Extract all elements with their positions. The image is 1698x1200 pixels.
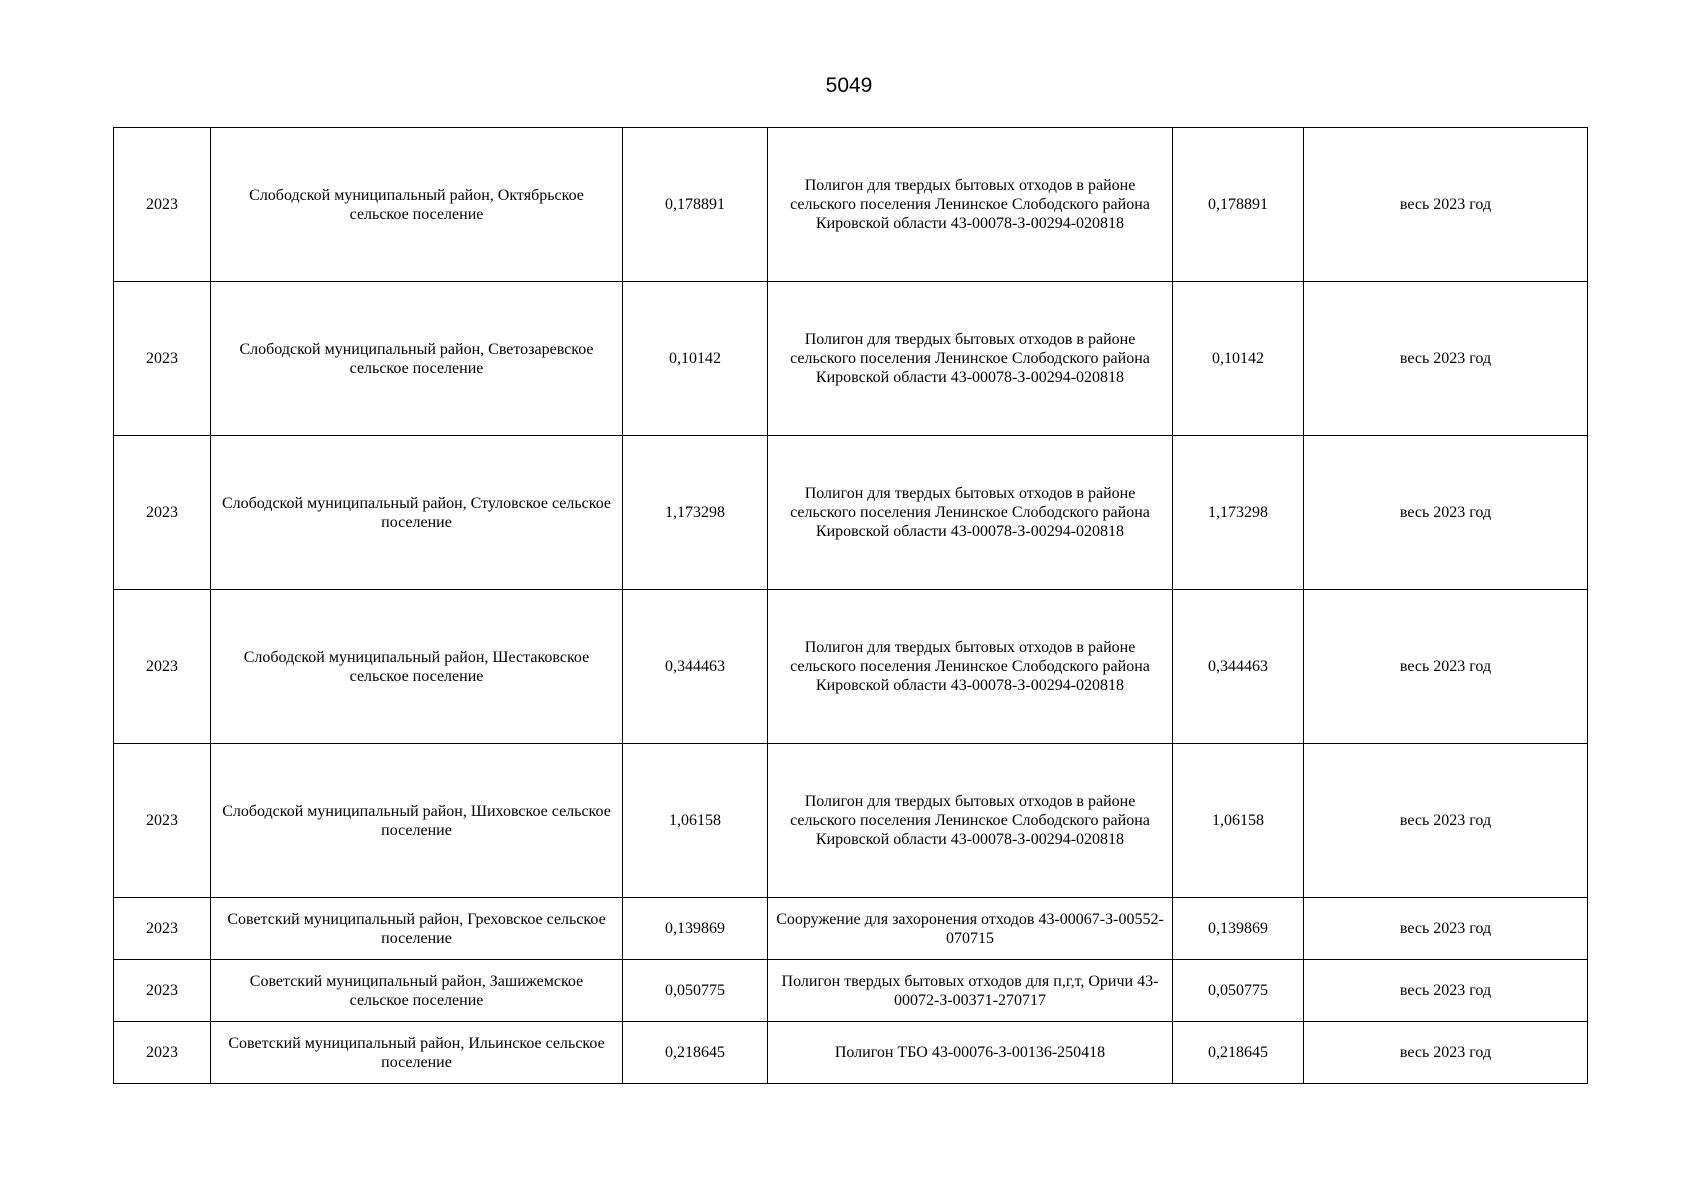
- year-cell: 2023: [114, 898, 211, 960]
- volume-cell: 0,139869: [623, 898, 768, 960]
- volume-cell: 0,178891: [623, 128, 768, 282]
- table-row: [114, 960, 1588, 1022]
- location-cell: Советский муниципальный район, Ильинское сельское поселение: [211, 1022, 623, 1084]
- table-row: [114, 744, 1588, 898]
- volume-cell: 0,050775: [623, 960, 768, 1022]
- period-cell: весь 2023 год: [1304, 744, 1588, 898]
- table-row: [114, 282, 1588, 436]
- year-cell: 2023: [114, 436, 211, 590]
- volume-cell: 0,344463: [623, 590, 768, 744]
- table-row: [114, 128, 1588, 282]
- volume-cell: 1,173298: [623, 436, 768, 590]
- facility-cell: Полигон для твердых бытовых отходов в районе сельского поселения Ленинское Слободского района Кировской области 43-00078-З-00294-020818: [768, 128, 1173, 282]
- volume-cell: 0,10142: [623, 282, 768, 436]
- facility-volume-cell: 0,344463: [1173, 590, 1304, 744]
- volume-cell: 1,06158: [623, 744, 768, 898]
- period-cell: весь 2023 год: [1304, 1022, 1588, 1084]
- period-cell: весь 2023 год: [1304, 282, 1588, 436]
- facility-volume-cell: 0,218645: [1173, 1022, 1304, 1084]
- period-cell: весь 2023 год: [1304, 128, 1588, 282]
- location-cell: Слободской муниципальный район, Шестаковское сельское поселение: [211, 590, 623, 744]
- facility-volume-cell: 1,173298: [1173, 436, 1304, 590]
- facility-cell: Полигон твердых бытовых отходов для п,г,т, Оричи 43-00072-З-00371-270717: [768, 960, 1173, 1022]
- table-row: [114, 898, 1588, 960]
- year-cell: 2023: [114, 1022, 211, 1084]
- year-cell: 2023: [114, 282, 211, 436]
- table-row: [114, 590, 1588, 744]
- facility-cell: Полигон для твердых бытовых отходов в районе сельского поселения Ленинское Слободского района Кировской области 43-00078-З-00294-020818: [768, 282, 1173, 436]
- period-cell: весь 2023 год: [1304, 960, 1588, 1022]
- location-cell: Советский муниципальный район, Зашижемское сельское поселение: [211, 960, 623, 1022]
- waste-disposal-table: [113, 127, 1588, 1084]
- table-row: [114, 1022, 1588, 1084]
- location-cell: Слободской муниципальный район, Октябрьское сельское поселение: [211, 128, 623, 282]
- location-cell: Слободской муниципальный район, Стуловское сельское поселение: [211, 436, 623, 590]
- volume-cell: 0,218645: [623, 1022, 768, 1084]
- facility-volume-cell: 0,139869: [1173, 898, 1304, 960]
- facility-cell: Сооружение для захоронения отходов 43-00067-З-00552-070715: [768, 898, 1173, 960]
- facility-cell: Полигон ТБО 43-00076-З-00136-250418: [768, 1022, 1173, 1084]
- facility-cell: Полигон для твердых бытовых отходов в районе сельского поселения Ленинское Слободского района Кировской области 43-00078-З-00294-020818: [768, 590, 1173, 744]
- period-cell: весь 2023 год: [1304, 436, 1588, 590]
- period-cell: весь 2023 год: [1304, 898, 1588, 960]
- location-cell: Слободской муниципальный район, Шиховское сельское поселение: [211, 744, 623, 898]
- facility-cell: Полигон для твердых бытовых отходов в районе сельского поселения Ленинское Слободского района Кировской области 43-00078-З-00294-020818: [768, 436, 1173, 590]
- location-cell: Советский муниципальный район, Греховское сельское поселение: [211, 898, 623, 960]
- facility-volume-cell: 0,10142: [1173, 282, 1304, 436]
- page-number: 5049: [825, 74, 873, 97]
- period-cell: весь 2023 год: [1304, 590, 1588, 744]
- facility-volume-cell: 1,06158: [1173, 744, 1304, 898]
- location-cell: Слободской муниципальный район, Светозаревское сельское поселение: [211, 282, 623, 436]
- facility-cell: Полигон для твердых бытовых отходов в районе сельского поселения Ленинское Слободского района Кировской области 43-00078-З-00294-020818: [768, 744, 1173, 898]
- facility-volume-cell: 0,050775: [1173, 960, 1304, 1022]
- year-cell: 2023: [114, 128, 211, 282]
- year-cell: 2023: [114, 590, 211, 744]
- table-row: [114, 436, 1588, 590]
- year-cell: 2023: [114, 744, 211, 898]
- year-cell: 2023: [114, 960, 211, 1022]
- facility-volume-cell: 0,178891: [1173, 128, 1304, 282]
